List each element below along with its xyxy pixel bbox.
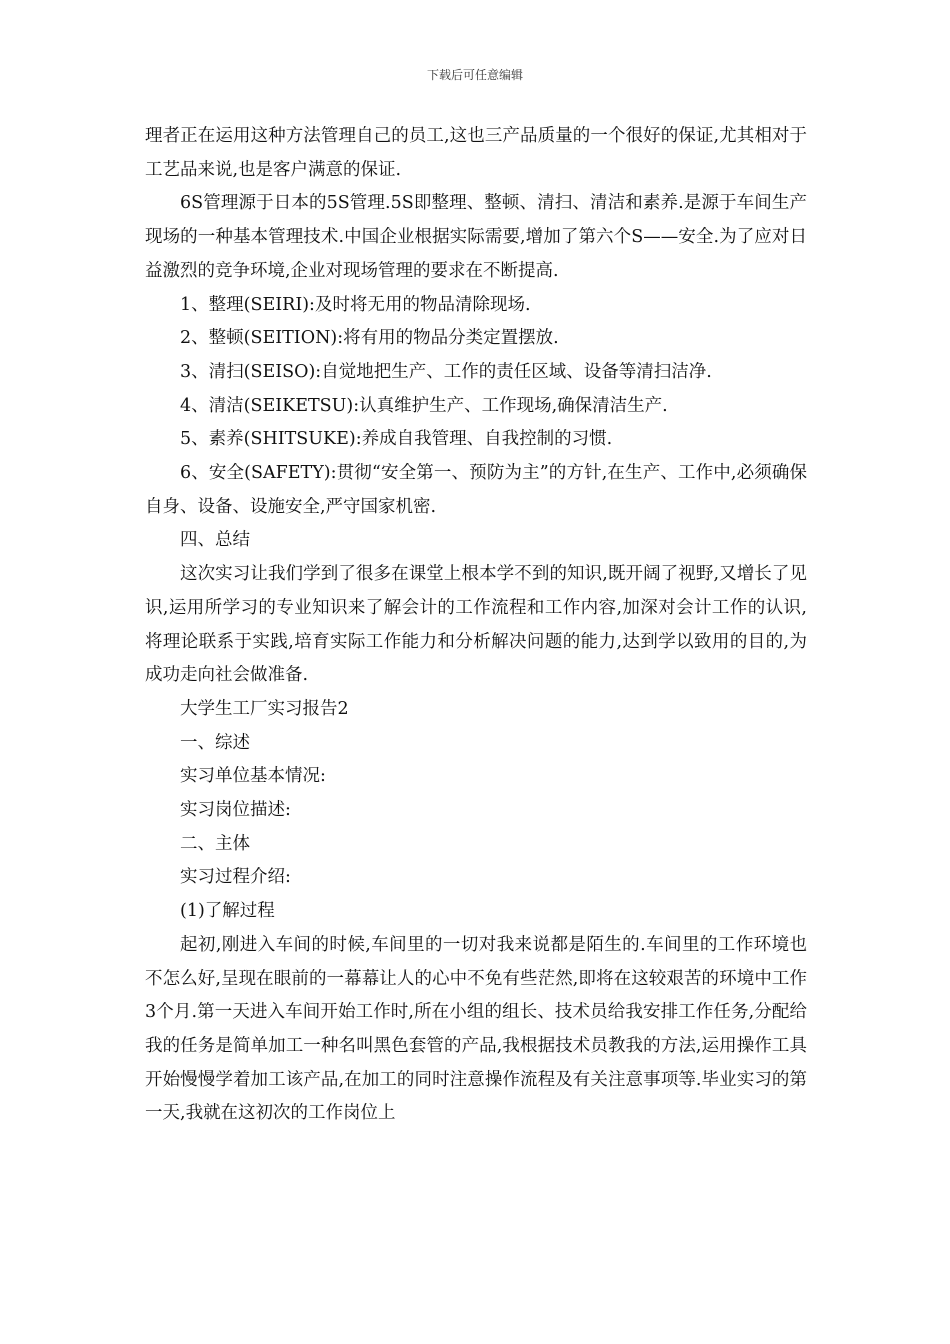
- field-position-desc: 实习岗位描述:: [180, 800, 291, 821]
- page-header: 下载后可任意编辑: [426, 68, 523, 82]
- paragraph-process: 起初,刚进入车间的时候,车间里的一切对我来说都是陌生的.车间里的工作环境也不怎么好,呈现在眼前的一幕幕让人的心中不免有些茫然,即将在这较艰苦的环境中工作3个月.第一天进入车间开始工作时,所在小组的组长、技术员给我安排工作任务,分配给我的任务是简单加工一种名叫黑色套管的产品,我根据技术员教我的方法,运用操作工具开始慢慢学着加工该产品,在加工的同时注意操作流程及有关注意事项等.毕业实习的第一天,我就在这初次的工作岗位上: [145, 934, 807, 1124]
- list-item-safety: 6、安全(SAFETY):贯彻“安全第一、预防为主”的方针,在生产、工作中,必须确保自身、设备、设施安全,严守国家机密.: [145, 463, 807, 517]
- paragraph-continuation: 理者正在运用这种方法管理自己的员工,这也三产品质量的一个很好的保证,尤其相对于工艺品来说,也是客户满意的保证.: [145, 126, 807, 180]
- paragraph-summary: 这次实习让我们学到了很多在课堂上根本学不到的知识,既开阔了视野,又增长了见识,运用所学习的专业知识来了解会计的工作流程和工作内容,加深对会计工作的认识,将理论联系于实践,培育实际工作能力和分析解决问题的能力,达到学以致用的目的,为成功走向社会做准备.: [145, 564, 807, 686]
- field-unit-info: 实习单位基本情况:: [180, 766, 326, 787]
- section-heading-summary: 四、总结: [180, 530, 250, 551]
- section-heading-main: 二、主体: [180, 833, 250, 854]
- document-body: [145, 120, 807, 1131]
- subheading-process: (1)了解过程: [180, 901, 275, 922]
- field-process-intro: 实习过程介绍:: [180, 867, 291, 888]
- list-item-seition: 2、整顿(SEITION):将有用的物品分类定置摆放.: [180, 328, 559, 349]
- list-item-seiri: 1、整理(SEIRI):及时将无用的物品清除现场.: [180, 294, 531, 315]
- list-item-shitsuke: 5、素养(SHITSUKE):养成自我管理、自我控制的习惯.: [180, 429, 613, 450]
- section-heading-overview: 一、综述: [180, 732, 250, 753]
- list-item-seiso: 3、清扫(SEISO):自觉地把生产、工作的责任区域、设备等清扫洁净.: [180, 361, 712, 382]
- report-title: 大学生工厂实习报告2: [180, 698, 349, 719]
- paragraph-6s-intro: 6S管理源于日本的5S管理.5S即整理、整顿、清扫、清洁和素养.是源于车间生产现场的一种基本管理技术.中国企业根据实际需要,增加了第六个S——安全.为了应对日益激烈的竞争环境,企业对现场管理的要求在不断提高.: [145, 193, 807, 281]
- list-item-seiketsu: 4、清洁(SEIKETSU):认真维护生产、工作现场,确保清洁生产.: [180, 395, 668, 416]
